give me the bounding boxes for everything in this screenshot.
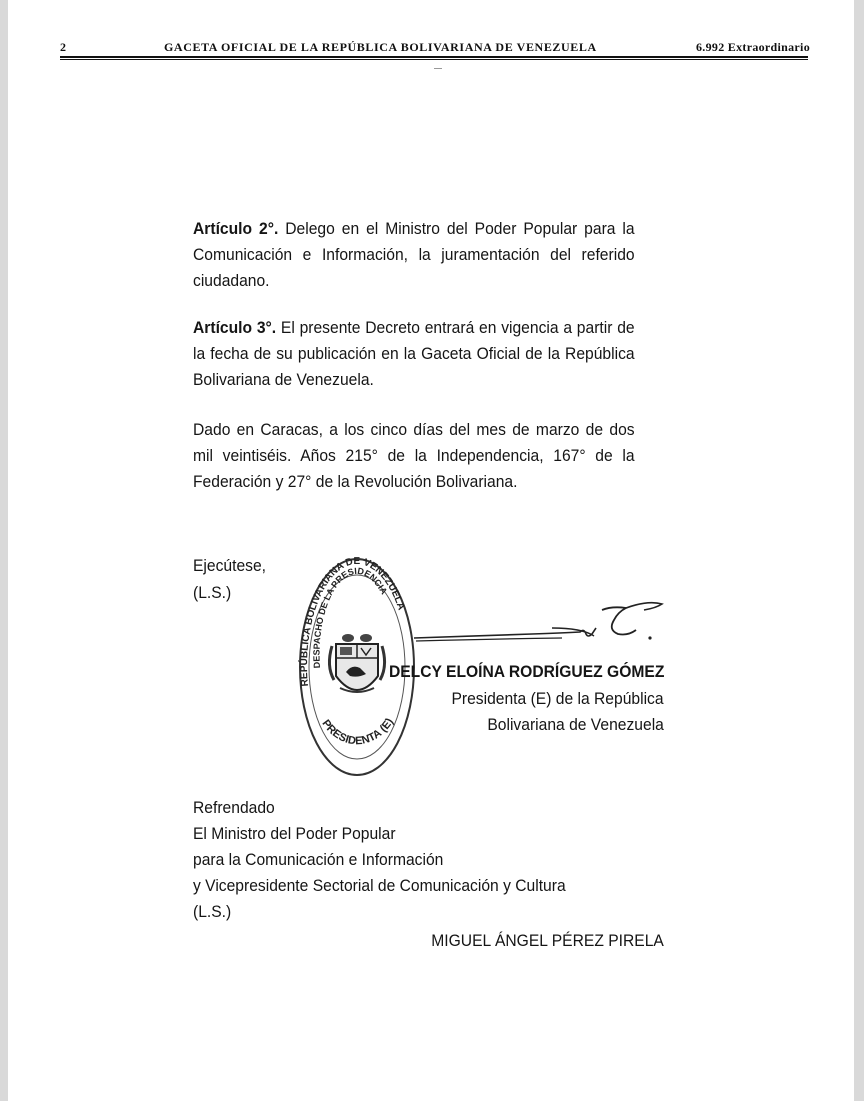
issue-number: 6.992 Extraordinario <box>696 40 810 54</box>
refrendo-line2: para la Comunicación e Información <box>193 850 444 869</box>
article-heading: Artículo 3°. <box>193 318 277 337</box>
seal-inner-text: DESPACHO DE LA PRESIDENCIA <box>311 565 390 669</box>
header-rule <box>60 56 808 58</box>
refrendado-label: Refrendado <box>193 798 275 817</box>
ls-label: (L.S.) <box>193 583 232 602</box>
gazette-title: GACETA OFICIAL DE LA REPÚBLICA BOLIVARIANA DE VENEZUELA <box>164 40 597 54</box>
refrendo-line1: El Ministro del Poder Popular <box>193 824 396 843</box>
signer-role-line2: Bolivariana de Venezuela <box>487 715 664 734</box>
ejecutese-label: Ejecútese, <box>193 556 267 575</box>
seal-outer-text: REPÚBLICA BOLIVARIANA DE VENEZUELA <box>299 556 407 687</box>
article-2 <box>193 216 635 294</box>
page-header <box>60 40 810 56</box>
minister-name: MIGUEL ÁNGEL PÉREZ PIRELA <box>431 931 664 950</box>
refrendo-ls: (L.S.) <box>193 902 232 921</box>
page-number: 2 <box>60 40 67 54</box>
page-mark <box>434 68 442 69</box>
article-3 <box>193 315 635 393</box>
article-text: El presente Decreto entrará en vigencia a partir de la fecha de su publicación en la Gaceta Oficial de la República Bolivariana de Venezuela. <box>193 318 635 389</box>
article-heading: Artículo 2°. <box>193 219 279 238</box>
header-rule-thin <box>60 59 808 60</box>
signer-role-line1: Presidenta (E) de la República <box>451 689 664 708</box>
dado-paragraph: Dado en Caracas, a los cinco días del mes de marzo de dos mil veintiséis. Años 215° de la Independencia, 167° de la Federación y 27° de la Revolución Bolivariana. <box>193 420 635 491</box>
signer-name: DELCY ELOÍNA RODRÍGUEZ GÓMEZ <box>388 662 664 681</box>
article-text: Delego en el Ministro del Poder Popular para la Comunicación e Información, la juramentación del referido ciudadano. <box>193 219 635 290</box>
handwritten-signature <box>412 598 672 646</box>
seal-bottom-text: PRESIDENTA (E) <box>319 716 396 748</box>
gazette-page <box>8 0 854 1101</box>
coat-of-arms-icon <box>329 634 384 692</box>
refrendo-line3: y Vicepresidente Sectorial de Comunicación y Cultura <box>193 876 566 895</box>
